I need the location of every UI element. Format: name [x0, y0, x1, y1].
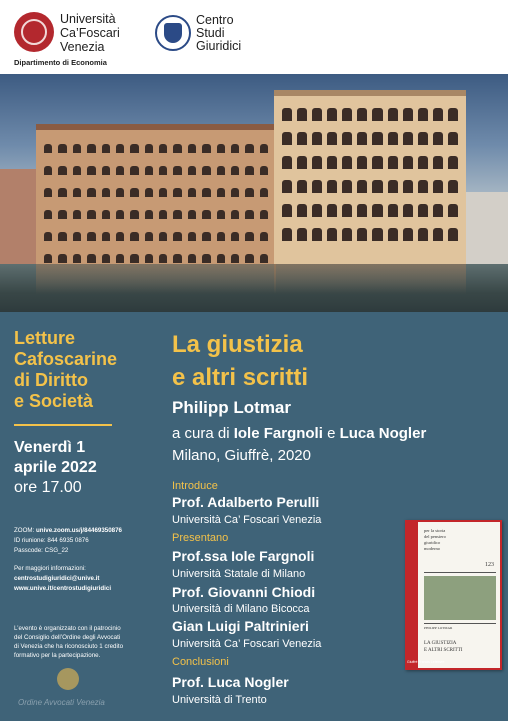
email-row — [14, 574, 99, 583]
editors-prefix: a cura di — [172, 425, 230, 442]
window — [433, 132, 443, 145]
centre-name-line: Studi — [196, 26, 225, 40]
window — [159, 210, 167, 219]
window — [245, 188, 253, 197]
window — [58, 232, 66, 241]
window — [372, 156, 382, 169]
window — [418, 108, 428, 121]
window — [116, 166, 124, 175]
window — [433, 180, 443, 193]
window — [433, 204, 443, 217]
window — [130, 254, 138, 263]
cover-author: PHILIPP LOTMAR — [424, 626, 453, 630]
window — [73, 188, 81, 197]
divider — [14, 424, 112, 426]
window — [245, 232, 253, 241]
cover-title-line: E ALTRI SCRITTI — [424, 648, 463, 653]
patronage-line: del Consiglio dell’Ordine degli Avvocati — [14, 634, 121, 641]
window — [173, 188, 181, 197]
window — [231, 166, 239, 175]
window — [173, 144, 181, 153]
window — [418, 180, 428, 193]
zoom-label: ZOOM: — [14, 527, 35, 534]
book-cover — [405, 520, 502, 670]
book-publication: Milano, Giuffrè, 2020 — [172, 447, 311, 464]
window — [87, 232, 95, 241]
series-title — [14, 328, 117, 412]
book-editors — [172, 425, 426, 442]
window — [231, 210, 239, 219]
cover-series-line: del pensiero — [424, 534, 446, 539]
window — [44, 232, 52, 241]
speaker-name: Prof. Luca Nogler — [172, 674, 289, 690]
window — [58, 210, 66, 219]
speaker-affiliation: Università Ca’ Foscari Venezia — [172, 514, 322, 526]
window — [116, 254, 124, 263]
intro-label: Introduce — [172, 480, 218, 492]
window — [217, 166, 225, 175]
series-title-line: di Diritto — [14, 370, 88, 390]
zoom-link-row — [14, 526, 122, 535]
window — [327, 180, 337, 193]
window — [130, 166, 138, 175]
window — [448, 228, 458, 241]
window — [388, 204, 398, 217]
ordine-avvocati-logo — [57, 668, 79, 690]
window — [145, 166, 153, 175]
patronage-line: di Venezia che ha riconosciuto 1 credito — [14, 643, 124, 650]
cover-title-line: LA GIUSTIZIA — [424, 641, 457, 646]
speaker-name: Prof. Adalberto Perulli — [172, 494, 320, 510]
window — [173, 254, 181, 263]
cover-series — [424, 528, 446, 552]
conclusions-label: Conclusioni — [172, 656, 229, 668]
window — [282, 228, 292, 241]
window — [130, 210, 138, 219]
cover-publisher: Giuffrè Francis Lefebvre — [407, 660, 445, 664]
department-name: Dipartimento di Economia — [14, 58, 107, 67]
window — [231, 188, 239, 197]
university-name-line: Venezia — [60, 40, 105, 54]
window — [433, 108, 443, 121]
info-label: Per maggiori informazioni: — [14, 565, 86, 572]
window-grid — [282, 108, 458, 241]
series-title-line: Cafoscarine — [14, 349, 118, 369]
window — [58, 254, 66, 263]
window — [145, 188, 153, 197]
speaker-name: Gian Luigi Paltrinieri — [172, 618, 309, 634]
window — [282, 156, 292, 169]
cover-series-line: moderno — [424, 546, 440, 551]
window — [231, 232, 239, 241]
window — [202, 210, 210, 219]
meeting-id-label: ID riunione: — [14, 537, 46, 544]
window — [202, 166, 210, 175]
window — [372, 132, 382, 145]
window — [217, 254, 225, 263]
window — [327, 156, 337, 169]
window — [73, 210, 81, 219]
window — [282, 204, 292, 217]
zoom-link[interactable]: unive.zoom.us/j/84469350876 — [36, 527, 123, 534]
passcode-label: Passcode: — [14, 547, 43, 554]
cover-title — [424, 640, 462, 654]
centre-name — [196, 14, 241, 53]
centre-name-line: Centro — [196, 13, 234, 27]
window — [342, 132, 352, 145]
window — [282, 180, 292, 193]
university-name — [60, 12, 120, 54]
window — [245, 210, 253, 219]
window — [145, 254, 153, 263]
window — [433, 156, 443, 169]
window — [159, 254, 167, 263]
ordine-avvocati-text: Ordine Avvocati Venezia — [18, 698, 105, 707]
speaker-name: Prof.ssa Iole Fargnoli — [172, 548, 315, 564]
window — [357, 204, 367, 217]
ca-foscari-seal-logo — [14, 12, 54, 52]
window — [418, 132, 428, 145]
roof-line — [274, 90, 466, 96]
roof-line — [36, 124, 276, 130]
window — [260, 210, 268, 219]
window — [188, 232, 196, 241]
book-title-line: e altri scritti — [172, 364, 309, 391]
window — [297, 228, 307, 241]
window — [73, 166, 81, 175]
window — [388, 108, 398, 121]
window — [260, 254, 268, 263]
venice-palace-photo — [0, 74, 508, 312]
window — [73, 232, 81, 241]
cover-rule — [424, 572, 496, 573]
window — [87, 166, 95, 175]
window — [188, 210, 196, 219]
event-time: ore 17.00 — [14, 479, 82, 496]
window — [159, 144, 167, 153]
cover-volume-number: 123 — [485, 562, 494, 568]
window — [297, 108, 307, 121]
window — [388, 156, 398, 169]
window — [102, 210, 110, 219]
window — [202, 254, 210, 263]
window — [102, 188, 110, 197]
window — [87, 188, 95, 197]
editor-name: Luca Nogler — [339, 425, 427, 442]
window — [87, 254, 95, 263]
window — [372, 180, 382, 193]
window — [188, 254, 196, 263]
university-name-line: Università — [60, 12, 116, 26]
window — [260, 166, 268, 175]
window — [327, 108, 337, 121]
meeting-id-row — [14, 536, 89, 545]
window — [372, 204, 382, 217]
series-title-line: Letture — [14, 328, 76, 348]
book-title-line: La giustizia — [172, 331, 303, 358]
window — [342, 204, 352, 217]
window — [87, 144, 95, 153]
window — [403, 228, 413, 241]
cover-rule — [424, 623, 496, 624]
window — [102, 232, 110, 241]
website-link[interactable]: www.unive.it/centrostudigiuridici — [14, 585, 112, 592]
window — [297, 180, 307, 193]
patronage-line: formativo per la partecipazione. — [14, 652, 101, 659]
window — [312, 156, 322, 169]
window — [202, 144, 210, 153]
window — [217, 210, 225, 219]
cover-green-panel — [424, 576, 496, 620]
window — [173, 210, 181, 219]
window — [357, 108, 367, 121]
window — [173, 166, 181, 175]
window — [342, 108, 352, 121]
window — [372, 108, 382, 121]
window — [44, 210, 52, 219]
website-row — [14, 584, 111, 593]
window — [73, 144, 81, 153]
series-title-line: e Società — [14, 391, 94, 411]
window — [231, 254, 239, 263]
window — [116, 232, 124, 241]
window — [327, 132, 337, 145]
event-date: aprile 2022 — [14, 459, 97, 476]
side-building — [0, 169, 38, 264]
editors-conjunction: e — [327, 425, 336, 442]
window — [159, 166, 167, 175]
window — [159, 188, 167, 197]
window — [44, 254, 52, 263]
window — [116, 188, 124, 197]
window — [44, 188, 52, 197]
window — [312, 228, 322, 241]
window — [173, 232, 181, 241]
window — [202, 232, 210, 241]
email-link[interactable]: centrostudigiuridici@unive.it — [14, 575, 100, 582]
window — [403, 180, 413, 193]
window — [403, 132, 413, 145]
window — [58, 188, 66, 197]
window — [116, 210, 124, 219]
window — [145, 210, 153, 219]
window — [448, 180, 458, 193]
window — [44, 166, 52, 175]
window — [130, 188, 138, 197]
window — [145, 232, 153, 241]
window — [418, 204, 428, 217]
window — [260, 188, 268, 197]
side-building — [466, 192, 508, 264]
window — [159, 232, 167, 241]
window — [297, 156, 307, 169]
window — [448, 156, 458, 169]
window — [388, 180, 398, 193]
window — [433, 228, 443, 241]
window — [403, 204, 413, 217]
window — [312, 204, 322, 217]
speaker-affiliation: Università di Milano Bicocca — [172, 603, 310, 615]
window — [145, 144, 153, 153]
cover-series-line: per la storia — [424, 528, 446, 533]
water-reflection — [274, 264, 466, 294]
window — [342, 156, 352, 169]
window — [403, 156, 413, 169]
window — [87, 210, 95, 219]
window — [260, 232, 268, 241]
window — [58, 166, 66, 175]
window — [260, 144, 268, 153]
passcode-value: CSG_22 — [44, 547, 69, 554]
window — [418, 228, 428, 241]
window — [282, 108, 292, 121]
passcode-row — [14, 546, 68, 555]
window — [342, 228, 352, 241]
window — [327, 204, 337, 217]
window — [217, 232, 225, 241]
window — [102, 144, 110, 153]
window — [297, 204, 307, 217]
cover-series-line: giuridico — [424, 540, 441, 545]
window — [217, 144, 225, 153]
window — [44, 144, 52, 153]
window — [448, 204, 458, 217]
window — [327, 228, 337, 241]
window — [188, 144, 196, 153]
speaker-affiliation: Università Ca’ Foscari Venezia — [172, 638, 322, 650]
window — [245, 254, 253, 263]
window-grid — [44, 144, 268, 263]
patronage-line: L’evento è organizzato con il patrocinio — [14, 625, 121, 632]
window — [217, 188, 225, 197]
window — [116, 144, 124, 153]
window — [342, 180, 352, 193]
window — [188, 188, 196, 197]
window — [202, 188, 210, 197]
window — [102, 166, 110, 175]
window — [357, 180, 367, 193]
window — [102, 254, 110, 263]
window — [312, 180, 322, 193]
water-reflection — [36, 264, 276, 294]
university-name-line: Ca’Foscari — [60, 26, 120, 40]
speaker-affiliation: Università Statale di Milano — [172, 568, 306, 580]
speaker-name: Prof. Giovanni Chiodi — [172, 584, 316, 600]
book-author: Philipp Lotmar — [172, 398, 291, 417]
window — [448, 108, 458, 121]
window — [388, 228, 398, 241]
window — [73, 254, 81, 263]
window — [418, 156, 428, 169]
window — [188, 166, 196, 175]
speaker-affiliation: Università di Trento — [172, 694, 267, 706]
presenters-label: Presentano — [172, 532, 229, 544]
meeting-id-value: 844 6935 0876 — [47, 537, 89, 544]
window — [130, 232, 138, 241]
window — [372, 228, 382, 241]
window — [245, 144, 253, 153]
window — [312, 132, 322, 145]
window — [388, 132, 398, 145]
window — [231, 144, 239, 153]
centro-studi-logo — [155, 15, 191, 51]
window — [357, 132, 367, 145]
window — [357, 228, 367, 241]
window — [403, 108, 413, 121]
window — [297, 132, 307, 145]
window — [130, 144, 138, 153]
window — [357, 156, 367, 169]
editor-name: Iole Fargnoli — [233, 425, 323, 442]
header — [0, 0, 508, 74]
centre-name-line: Giuridici — [196, 39, 242, 53]
event-day: Venerdì 1 — [14, 439, 86, 456]
window — [448, 132, 458, 145]
window — [312, 108, 322, 121]
window — [245, 166, 253, 175]
window — [282, 132, 292, 145]
window — [58, 144, 66, 153]
